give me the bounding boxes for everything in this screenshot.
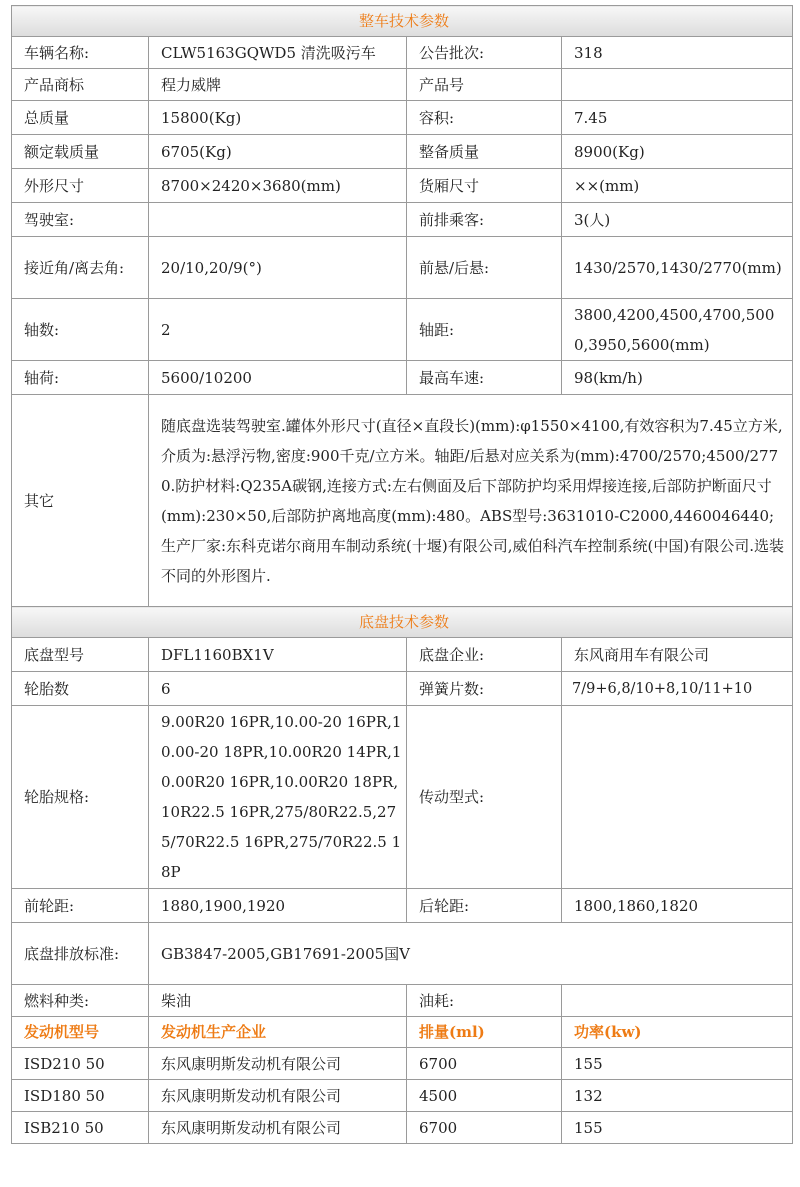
spec-label: 底盘排放标准: xyxy=(12,923,149,985)
spec-label: 最高车速: xyxy=(407,361,562,395)
spec-value: 318 xyxy=(562,37,793,69)
spec-row xyxy=(12,69,793,101)
spec-label: 前排乘客: xyxy=(407,203,562,237)
spec-value: 柴油 xyxy=(149,985,407,1017)
spec-label: 额定载质量 xyxy=(12,135,149,169)
spec-row xyxy=(12,889,793,923)
engine-header-maker: 发动机生产企业 xyxy=(149,1017,407,1048)
spec-label: 底盘型号 xyxy=(12,638,149,672)
spec-row xyxy=(12,985,793,1017)
engine-header-displacement: 排量(ml) xyxy=(407,1017,562,1048)
spec-value: 东风商用车有限公司 xyxy=(562,638,793,672)
spec-row xyxy=(12,299,793,361)
spec-value: GB3847-2005,GB17691-2005国V xyxy=(149,923,793,985)
spec-value: 9.00R20 16PR,10.00-20 16PR,10.00-20 18PR,10.00R20 14PR,10.00R20 16PR,10.00R20 18PR,10R22.5 16PR,275/80R22.5,275/70R22.5 16PR,275/70R22.5 18P xyxy=(149,706,407,889)
vehicle-section-header xyxy=(12,6,793,37)
spec-value: 3(人) xyxy=(562,203,793,237)
spec-value: 7.45 xyxy=(562,101,793,135)
vehicle-section-title: 整车技术参数 xyxy=(12,6,793,37)
spec-row xyxy=(12,923,793,985)
engine-maker: 东风康明斯发动机有限公司 xyxy=(149,1112,407,1144)
spec-value: 5600/10200 xyxy=(149,361,407,395)
spec-label: 产品商标 xyxy=(12,69,149,101)
spec-label: 产品号 xyxy=(407,69,562,101)
spec-value: 6 xyxy=(149,672,407,706)
spec-value xyxy=(562,69,793,101)
engine-maker: 东风康明斯发动机有限公司 xyxy=(149,1048,407,1080)
spec-row xyxy=(12,638,793,672)
spec-label: 容积: xyxy=(407,101,562,135)
engine-displacement: 4500 xyxy=(407,1080,562,1112)
chassis-section-title: 底盘技术参数 xyxy=(12,607,793,638)
spec-label: 底盘企业: xyxy=(407,638,562,672)
spec-row xyxy=(12,237,793,299)
engine-row xyxy=(12,1080,793,1112)
spec-label: 公告批次: xyxy=(407,37,562,69)
engine-model: ISD180 50 xyxy=(12,1080,149,1112)
chassis-section-header xyxy=(12,607,793,638)
spec-value xyxy=(562,706,793,889)
spec-value: 2 xyxy=(149,299,407,361)
spec-value: 3800,4200,4500,4700,5000,3950,5600(mm) xyxy=(562,299,793,361)
spec-value: 8900(Kg) xyxy=(562,135,793,169)
spec-label: 燃料种类: xyxy=(12,985,149,1017)
vehicle-spec-table xyxy=(11,5,793,1144)
engine-header-row xyxy=(12,1017,793,1048)
engine-power: 155 xyxy=(562,1048,793,1080)
spec-row xyxy=(12,672,793,706)
spec-row xyxy=(12,361,793,395)
other-row xyxy=(12,395,793,607)
spec-value: ××(mm) xyxy=(562,169,793,203)
spec-label: 后轮距: xyxy=(407,889,562,923)
spec-value: 1430/2570,1430/2770(mm) xyxy=(562,237,793,299)
engine-maker: 东风康明斯发动机有限公司 xyxy=(149,1080,407,1112)
spec-label: 车辆名称: xyxy=(12,37,149,69)
engine-model: ISD210 50 xyxy=(12,1048,149,1080)
spec-value: 7/9+6,8/10+8,10/11+10 xyxy=(562,672,793,706)
spec-row xyxy=(12,37,793,69)
engine-displacement: 6700 xyxy=(407,1112,562,1144)
spec-row xyxy=(12,135,793,169)
spec-value: 15800(Kg) xyxy=(149,101,407,135)
engine-header-power: 功率(kw) xyxy=(562,1017,793,1048)
spec-value: DFL1160BX1V xyxy=(149,638,407,672)
spec-value: 8700×2420×3680(mm) xyxy=(149,169,407,203)
spec-label: 货厢尺寸 xyxy=(407,169,562,203)
spec-value: 20/10,20/9(°) xyxy=(149,237,407,299)
spec-value: 6705(Kg) xyxy=(149,135,407,169)
spec-label: 轴距: xyxy=(407,299,562,361)
spec-label: 轮胎规格: xyxy=(12,706,149,889)
other-text: 随底盘选装驾驶室.罐体外形尺寸(直径×直段长)(mm):φ1550×4100,有效容积为7.45立方米,介质为:悬浮污物,密度:900千克/立方米。轴距/后悬对应关系为(mm):4700/2570;4500/2770.防护材料:Q235A碳钢,连接方式:左右侧面及后下部防护均采用焊接连接,后部防护断面尺寸(mm):230×50,后部防护离地高度(mm):480。ABS型号:3631010-C2000,4460046440;生产厂家:东科克诺尔商用车制动系统(十堰)有限公司,威伯科汽车控制系统(中国)有限公司.选装不同的外形图片. xyxy=(149,395,793,607)
spec-label: 轴数: xyxy=(12,299,149,361)
other-label: 其它 xyxy=(12,395,149,607)
spec-label: 弹簧片数: xyxy=(407,672,562,706)
spec-value: 1880,1900,1920 xyxy=(149,889,407,923)
engine-model: ISB210 50 xyxy=(12,1112,149,1144)
spec-label: 油耗: xyxy=(407,985,562,1017)
engine-row xyxy=(12,1112,793,1144)
engine-row xyxy=(12,1048,793,1080)
spec-label: 前轮距: xyxy=(12,889,149,923)
spec-label: 传动型式: xyxy=(407,706,562,889)
engine-header-model: 发动机型号 xyxy=(12,1017,149,1048)
engine-displacement: 6700 xyxy=(407,1048,562,1080)
spec-label: 接近角/离去角: xyxy=(12,237,149,299)
engine-power: 155 xyxy=(562,1112,793,1144)
spec-label: 轮胎数 xyxy=(12,672,149,706)
spec-label: 前悬/后悬: xyxy=(407,237,562,299)
spec-value: 1800,1860,1820 xyxy=(562,889,793,923)
spec-label: 外形尺寸 xyxy=(12,169,149,203)
spec-row xyxy=(12,169,793,203)
spec-row xyxy=(12,203,793,237)
spec-value: CLW5163GQWD5 清洗吸污车 xyxy=(149,37,407,69)
spec-value xyxy=(149,203,407,237)
spec-label: 驾驶室: xyxy=(12,203,149,237)
spec-row xyxy=(12,706,793,889)
spec-value: 98(km/h) xyxy=(562,361,793,395)
spec-value xyxy=(562,985,793,1017)
spec-label: 整备质量 xyxy=(407,135,562,169)
spec-label: 轴荷: xyxy=(12,361,149,395)
spec-row xyxy=(12,101,793,135)
spec-label: 总质量 xyxy=(12,101,149,135)
spec-value: 程力威牌 xyxy=(149,69,407,101)
engine-power: 132 xyxy=(562,1080,793,1112)
